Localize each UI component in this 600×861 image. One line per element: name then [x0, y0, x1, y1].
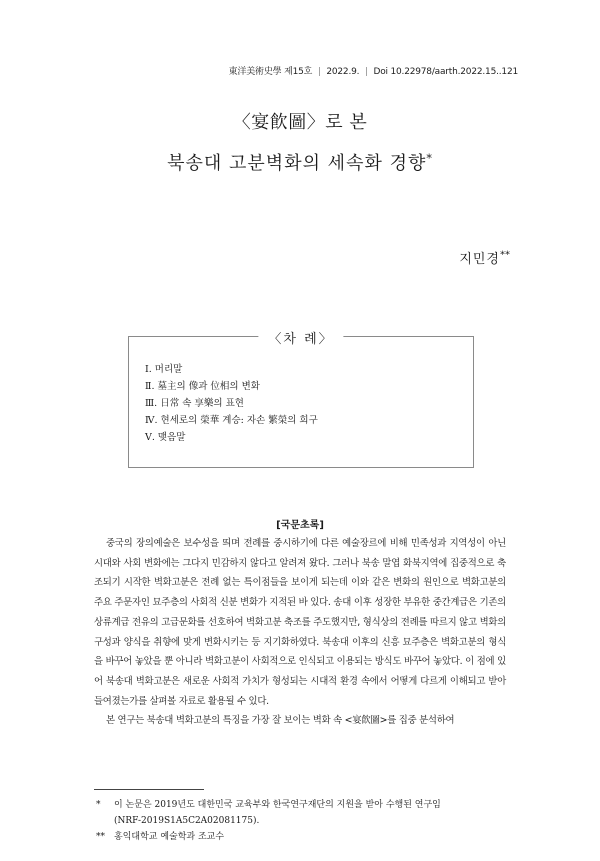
- abstract-body: [94, 534, 506, 731]
- footnote-text: 홍익대학교 예술학과 조교수: [114, 832, 225, 842]
- toc-title: 〈차 례〉: [258, 328, 343, 347]
- footnote: [96, 829, 506, 845]
- footnote: [96, 797, 506, 813]
- separator: |: [364, 67, 368, 77]
- toc-list: [145, 361, 318, 446]
- footnote-mark: **: [96, 832, 105, 842]
- abstract-heading: [국문초록]: [276, 520, 324, 531]
- footnote-continuation: (NRF-2019S1A5C2A02081175).: [114, 816, 260, 826]
- footnote-mark: *: [96, 800, 101, 810]
- separator: |: [317, 67, 321, 77]
- journal-header: [229, 64, 518, 77]
- journal-date: 2022.9.: [326, 67, 360, 77]
- footnote-divider: [94, 789, 204, 790]
- title-line-2: [0, 146, 600, 177]
- title-line-2-text: 북송대 고분벽화의 세속화 경향: [167, 153, 427, 174]
- table-of-contents: [128, 332, 474, 468]
- journal-issue: 제15호: [284, 67, 313, 77]
- journal-name: 東洋美術史學: [228, 67, 282, 77]
- author-name: 지민경: [459, 252, 500, 267]
- title-footnote-marker[interactable]: *: [426, 152, 433, 165]
- abstract-paragraph: 본 연구는 북송대 벽화고분의 특징을 가장 잘 보이는 벽화 속 <宴飮圖>를 집중 분석하여: [106, 715, 455, 727]
- toc-item: Ⅴ. 맺음말: [145, 432, 186, 443]
- footnotes: [96, 797, 506, 845]
- toc-item: Ⅰ. 머리말: [145, 364, 183, 375]
- toc-item: Ⅲ. 日常 속 享樂의 표현: [145, 398, 244, 409]
- doi-link[interactable]: Doi 10.22978/aarth.2022.15..121: [373, 67, 518, 77]
- toc-item: Ⅳ. 현세로의 榮華 계승: 자손 繁榮의 희구: [145, 415, 318, 426]
- abstract-paragraph: 중국의 장의예술은 보수성을 띄며 전례를 중시하기에 다른 예술장르에 비해 민족성과 지역성이 아닌 시대와 사회 변화에는 그다지 민감하지 않다고 알려져 왔다. 그러나 북송 말엽 화북지역에 집중적으로 축조되기 시작한 벽화고분은 전례 없는 특이점들을 보이게 되는데 이와 같은 변화의 원인으로 벽화고분의 주요 주문자인 묘주층의 사회적 신분 변화가 지적된 바 있다. 송대 이후 성장한 부유한 중간계급은 기존의 상류계급 전유의 고급문화를 선호하여 벽화고분 축조를 주도했지만, 형식상의 전례를 따르지 않고 벽화의 구성과 양식을 취향에 맞게 변화시키는 등 지기화하였다. 북송대 이후의 신흥 묘주층은 벽화고분의 형식을 바꾸어 놓았을 뿐 아니라 벽화고분이 사회적으로 인식되고 이용되는 방식도 바꾸어 놓았다. 이 점에 있어 북송대 벽화고분은 새로운 사회적 가치가 형성되는 시대적 환경 속에서 어떻게 다르게 이해되고 받아들여졌는가를 살펴볼 자료로 활용될 수 있다.: [94, 538, 506, 707]
- footnote-text: 이 논문은 2019년도 대한민국 교육부와 한국연구재단의 지원을 받아 수행된 연구임: [114, 800, 441, 810]
- title-line-1: 〈宴飮圖〉로 본: [232, 112, 368, 133]
- author-footnote-marker[interactable]: **: [500, 249, 510, 261]
- toc-item: Ⅱ. 墓主의 像과 位相의 변화: [145, 381, 260, 392]
- paper-title: [0, 110, 600, 177]
- author: [459, 248, 510, 267]
